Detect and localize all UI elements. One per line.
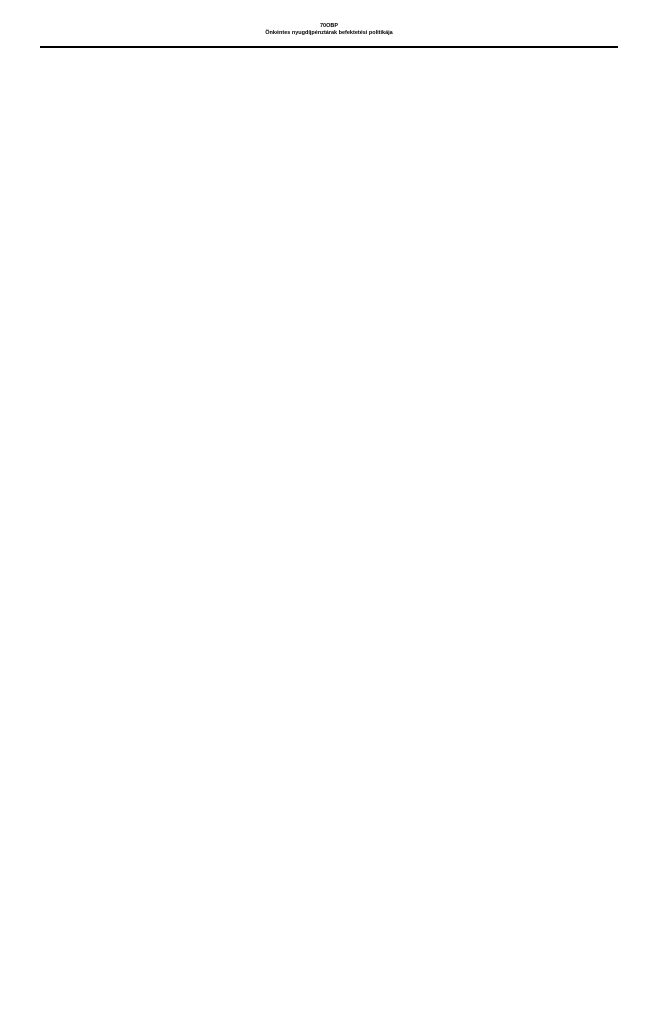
- header-max: [439, 47, 459, 48]
- header-index-component-weight: [509, 47, 559, 48]
- report-code: 70OBP: [319, 23, 339, 29]
- header-megnevezes: [111, 47, 259, 48]
- report-title: Önkéntes nyugdíjpénztárak befektetési politikája: [265, 30, 393, 36]
- table-header: [41, 47, 617, 48]
- header-cel: [423, 47, 439, 48]
- header-index-component-name: [459, 47, 509, 48]
- investment-policy-table: [40, 46, 618, 48]
- header-mod: [605, 47, 617, 48]
- header-min: [409, 47, 423, 48]
- header-portfolio-code: [259, 47, 409, 48]
- header-sorszam: [41, 47, 67, 48]
- header-sorkod: [67, 47, 111, 48]
- header-effective-date: [559, 47, 605, 48]
